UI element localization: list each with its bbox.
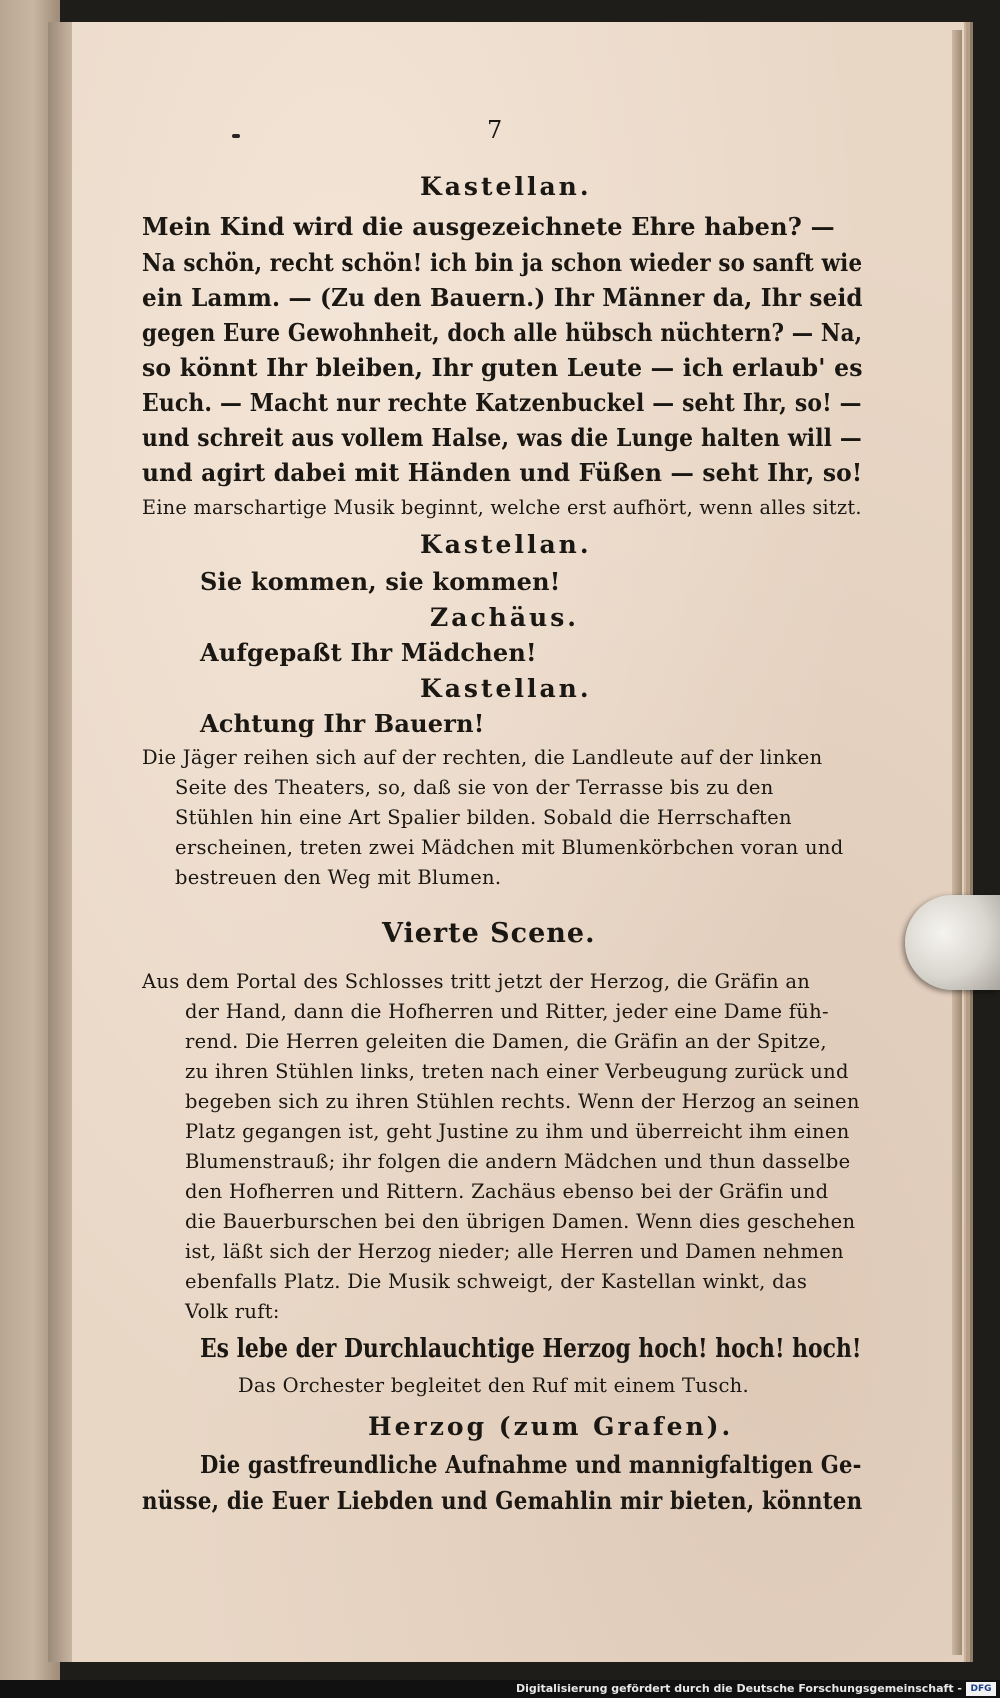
stage-direction: Eine marschartige Musik beginnt, welche erst aufhört, wenn alles sitzt. (142, 496, 862, 519)
digitization-credit: Digitalisierung gefördert durch die Deutsche Forschungsgemeinschaft - (515, 1682, 962, 1695)
stage-direction: Seite des Theaters, so, daß sie von der Terrasse bis zu den (175, 776, 774, 799)
text-line: und agirt dabei mit Händen und Füßen — seht Ihr, so! (142, 458, 863, 487)
speaker-kastellan: Kastellan. (420, 674, 592, 703)
stage-direction: den Hofherren und Rittern. Zachäus ebenso bei der Gräfin und (185, 1180, 829, 1203)
text-line: Aufgepaßt Ihr Mädchen! (200, 638, 537, 667)
stage-direction: Das Orchester begleitet den Ruf mit einem Tusch. (238, 1374, 750, 1397)
stage-direction: Die Jäger reihen sich auf der rechten, die Landleute auf der linken (142, 746, 823, 769)
text-line: so könnt Ihr bleiben, Ihr guten Leute — ich erlaub' es (142, 353, 863, 382)
acclamation-line: Es lebe der Durchlauchtige Herzog hoch! hoch! hoch! (200, 1334, 862, 1364)
scene-heading: Vierte Scene. (382, 918, 596, 949)
text-line: ein Lamm. — (Zu den Bauern.) Ihr Männer da, Ihr seid (142, 283, 863, 312)
stage-direction: bestreuen den Weg mit Blumen. (175, 866, 502, 889)
stage-direction: die Bauerburschen bei den übrigen Damen. Wenn dies geschehen (185, 1210, 856, 1233)
speaker-kastellan: Kastellan. (420, 172, 592, 201)
stage-direction: Platz gegangen ist, geht Justine zu ihm und überreicht ihm einen (185, 1120, 850, 1143)
speaker-herzog: Herzog (zum Grafen). (368, 1412, 734, 1441)
stage-direction: erscheinen, treten zwei Mädchen mit Blumenkörbchen voran und (175, 836, 844, 859)
stage-direction: der Hand, dann die Hofherren und Ritter, jeder eine Dame füh- (185, 1000, 829, 1023)
stage-direction: ist, läßt sich der Herzog nieder; alle Herren und Damen nehmen (185, 1240, 844, 1263)
text-line: Mein Kind wird die ausgezeichnete Ehre haben? — (142, 212, 835, 241)
stage-direction: Blumenstrauß; ihr folgen die andern Mädchen und thun dasselbe (185, 1150, 851, 1173)
text-line: Na schön, recht schön! ich bin ja schon wieder so sanft wie (142, 248, 863, 277)
stage-direction: Stühlen hin eine Art Spalier bilden. Sobald die Herrschaften (175, 806, 792, 829)
stage-direction: zu ihren Stühlen links, treten nach einer Verbeugung zurück und (185, 1060, 849, 1083)
stage-direction: ebenfalls Platz. Die Musik schweigt, der Kastellan winkt, das (185, 1270, 808, 1293)
dfg-logo: DFG (966, 1682, 996, 1696)
stage-direction: Aus dem Portal des Schlosses tritt jetzt der Herzog, die Gräfin an (142, 970, 811, 993)
text-line: Sie kommen, sie kommen! (200, 567, 561, 596)
text-line: gegen Eure Gewohnheit, doch alle hübsch nüchtern? — Na, (142, 318, 863, 347)
printer-mark (232, 134, 240, 138)
stage-direction: begeben sich zu ihren Stühlen rechts. Wenn der Herzog an seinen (185, 1090, 860, 1113)
text-line: und schreit aus vollem Halse, was die Lunge halten will — (142, 423, 862, 452)
page-number: 7 (487, 116, 503, 144)
stage-direction: rend. Die Herren geleiten die Damen, die Gräfin an der Spitze, (185, 1030, 827, 1053)
speaker-zachaeus: Zachäus. (430, 603, 579, 632)
text-line: nüsse, die Euer Liebden und Gemahlin mir bieten, könnten (142, 1486, 863, 1515)
stage-direction: Volk ruft: (185, 1300, 280, 1323)
text-line: Euch. — Macht nur rechte Katzenbuckel — seht Ihr, so! — (142, 388, 862, 417)
speaker-kastellan: Kastellan. (420, 530, 592, 559)
text-line: Achtung Ihr Bauern! (200, 709, 485, 738)
text-line: Die gastfreundliche Aufnahme und mannigfaltigen Ge- (200, 1450, 862, 1479)
